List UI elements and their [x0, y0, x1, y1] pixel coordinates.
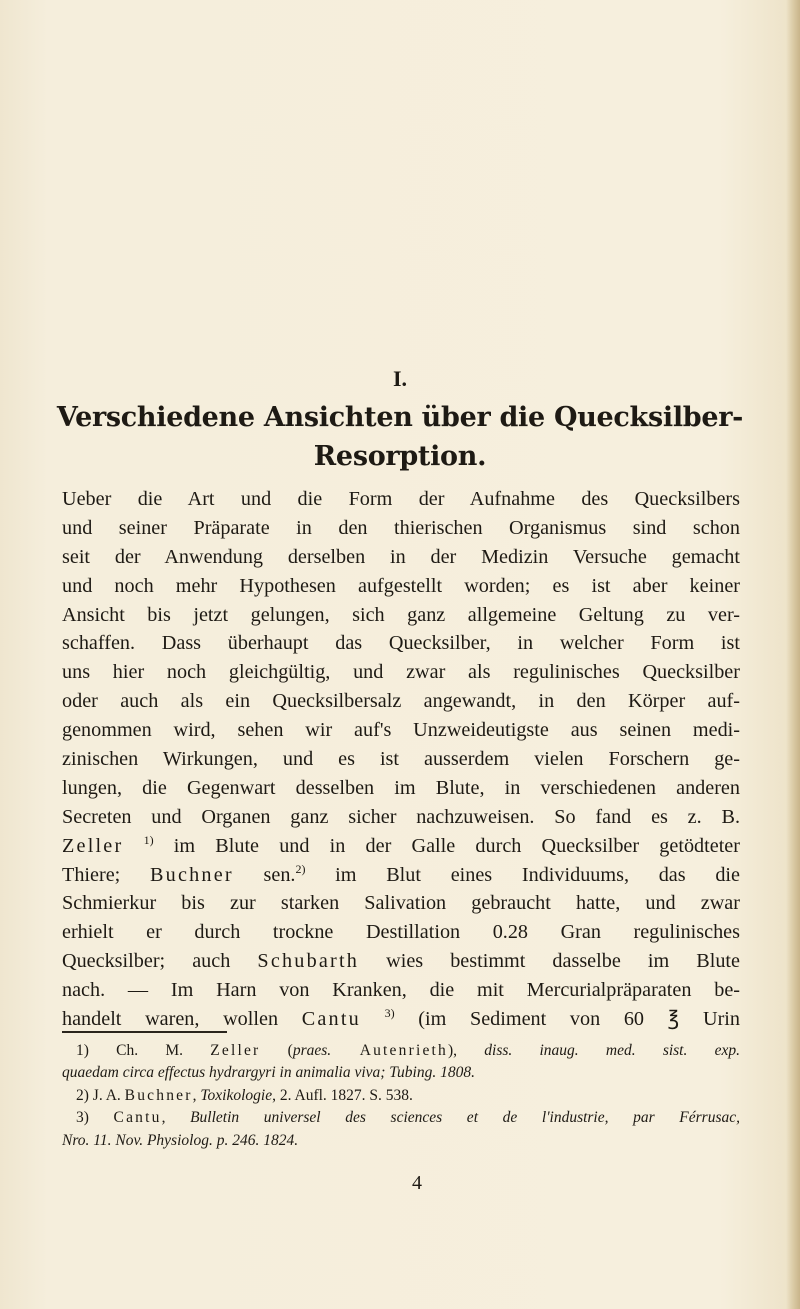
body-text-fragment: im Blut eines Individuums, das die	[305, 863, 740, 886]
footnote-2	[62, 1085, 740, 1107]
body-line: seit der Anwendung derselben in der Medizin Versuche gemacht	[62, 545, 740, 568]
footnote-number: 3)	[76, 1109, 114, 1127]
body-line	[62, 947, 740, 976]
body-text-fragment: Thiere;	[62, 863, 150, 886]
body-line: erhielt er durch trockne Destillation 0.28 Gran regulinisches	[62, 921, 740, 944]
footnote-title: diss. inaug. med. sist. exp.	[484, 1042, 740, 1059]
footnotes	[62, 1040, 740, 1152]
footnote-title: Toxikologie	[200, 1086, 273, 1104]
footnote-title: Bulletin universel des sciences et de l'industrie, par Férrusac,	[190, 1109, 740, 1127]
body-line	[62, 1005, 740, 1034]
body-line: Ueber die Art und die Form der Aufnahme des Quecksilbers	[62, 488, 740, 510]
body-line: oder auch als ein Quecksilbersalz angewandt, in den Körper auf-	[62, 690, 740, 713]
body-line: Secreten und Organen ganz sicher nachzuweisen. So fand es z. B.	[62, 805, 740, 828]
footnote-author: Zeller	[210, 1042, 261, 1059]
footnote-ref[interactable]: 1)	[143, 832, 154, 847]
author-name: Cantu	[301, 1008, 361, 1031]
footnote-text: (	[260, 1042, 293, 1059]
body-line: nach. — Im Harn von Kranken, die mit Mercurialpräparaten be-	[62, 979, 740, 1002]
footnote-1	[62, 1040, 740, 1062]
chapter-title-line-2: Resorption.	[313, 441, 487, 472]
body-text-fragment: sen.	[233, 863, 296, 886]
footnote-ref[interactable]: 3)	[384, 1006, 395, 1021]
footnote-number: 2) J. A.	[76, 1086, 125, 1104]
chapter-title-line-1: Verschiedene Ansichten über die Quecksilber-	[56, 402, 744, 433]
body-text-fragment: Quecksilber; auch	[62, 950, 258, 973]
body-line: schaffen. Dass überhaupt das Quecksilber, in welcher Form ist	[62, 632, 740, 655]
footnote-3-continued	[62, 1130, 740, 1152]
body-line	[62, 832, 740, 861]
footnote-separator	[62, 1031, 227, 1033]
body-paragraph	[62, 485, 740, 1034]
body-text-fragment: (im Sediment von 60 ℥ Urin	[394, 1008, 741, 1031]
footnote-3	[62, 1107, 740, 1129]
body-line: Ansicht bis jetzt gelungen, sich ganz allgemeine Geltung zu ver-	[62, 603, 740, 626]
body-line: und seiner Präparate in den thierischen Organismus sind schon	[62, 516, 740, 539]
body-line: Schmierkur bis zur starken Salivation gebraucht hatte, und zwar	[62, 892, 740, 915]
body-line: uns hier noch gleichgültig, und zwar als regulinisches Quecksilber	[62, 661, 740, 684]
footnote-author: Buchner	[124, 1086, 193, 1104]
body-text-fragment: handelt waren, wollen	[62, 1008, 302, 1031]
chapter-title	[40, 398, 760, 476]
footnote-title: Nro. 11. Nov. Physiolog. p. 246. 1824.	[62, 1131, 299, 1149]
footnote-author: Cantu	[113, 1109, 162, 1127]
footnote-text: ),	[448, 1042, 485, 1059]
page-number: 4	[412, 1172, 422, 1194]
body-line: genommen wird, sehen wir auf's Unzweideutigste aus seinen medi-	[62, 719, 740, 742]
page-edge-shadow	[786, 0, 800, 1309]
body-text-fragment: wies bestimmt dasselbe im Blute	[359, 950, 740, 973]
footnote-ref[interactable]: 2)	[295, 861, 306, 876]
footnote-author: Autenrieth	[331, 1042, 448, 1059]
footnote-text: ,	[161, 1109, 191, 1127]
body-line: und noch mehr Hypothesen aufgestellt worden; es ist aber keiner	[62, 574, 740, 597]
footnote-text: praes.	[292, 1042, 332, 1059]
footnote-text: ,	[192, 1086, 201, 1104]
body-line	[62, 861, 740, 890]
footnote-title: quaedam circa effectus hydrargyri in animalia viva; Tubing. 1808.	[62, 1064, 475, 1082]
author-name: Buchner	[150, 863, 234, 886]
body-text-fragment: im Blute und in der Galle durch Quecksilber getödteter	[153, 834, 740, 857]
chapter-number: I.	[392, 366, 408, 391]
footnote-number: 1) Ch. M.	[76, 1042, 211, 1059]
author-name: Zeller	[62, 834, 124, 857]
body-line: lungen, die Gegenwart desselben im Blute, in verschiedenen anderen	[62, 776, 740, 799]
body-line: zinischen Wirkungen, und es ist ausserdem vielen Forschern ge-	[62, 748, 740, 771]
footnote-text: , 2. Aufl. 1827. S. 538.	[272, 1086, 413, 1104]
author-name: Schubarth	[257, 950, 360, 973]
footnote-1-continued	[62, 1062, 740, 1084]
